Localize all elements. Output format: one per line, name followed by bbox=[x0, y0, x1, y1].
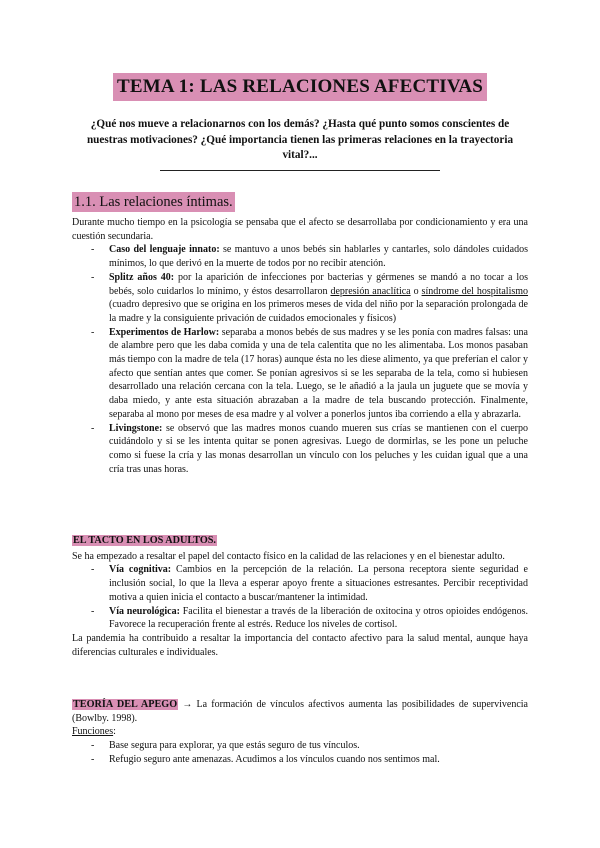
item-label: Livingstone: bbox=[109, 422, 163, 434]
section-teoria-apego bbox=[72, 698, 528, 767]
funciones-line bbox=[72, 725, 528, 739]
item-text: o bbox=[410, 285, 422, 297]
apego-paragraph bbox=[72, 698, 528, 725]
funciones-label: Funciones bbox=[72, 726, 114, 738]
title-container bbox=[0, 73, 600, 101]
funciones-list bbox=[72, 739, 528, 766]
list-item bbox=[72, 422, 528, 477]
item-label: Vía cognitiva: bbox=[109, 564, 172, 576]
item-text: Cambios en la percepción de la relación. La persona receptora siente seguridad e inclusión social, lo que la lleva a esperar apoyo frente a situaciones estresantes. Percibir receptividad motiva a quien inicia el contacto a buscar/mantener la intimidad. bbox=[109, 564, 528, 603]
funciones-colon: : bbox=[113, 726, 116, 738]
item-label: Caso del lenguaje innato: bbox=[109, 244, 220, 256]
list-item bbox=[72, 326, 528, 422]
section-tacto-adultos bbox=[72, 534, 528, 659]
term-depresion-anaclitica: depresión anaclítica bbox=[330, 285, 411, 297]
list-item: - Refugio seguro ante amenazas. Acudimos a los vínculos cuando nos sentimos mal. bbox=[72, 753, 528, 767]
item-label: Splitz años 40: bbox=[109, 271, 175, 283]
apego-text: → La formación de vínculos afectivos aumenta las posibilidades de supervivencia (Bowlby. 1998). bbox=[72, 699, 528, 724]
list-item: - Base segura para explorar, ya que estás seguro de tus vínculos. bbox=[72, 739, 528, 753]
intimas-intro: Durante mucho tiempo en la psicología se pensaba que el afecto se desarrollaba por condicionamiento y era una cuestión secundaria. bbox=[72, 217, 528, 242]
divider-line bbox=[160, 170, 440, 171]
item-text: se mantuvo a unos bebés sin hablarles y cantarles, solo dándoles cuidados mínimos, lo que derivó en la muerte de todos por no recibir atención. bbox=[109, 244, 529, 270]
item-text: Facilita el bienestar a través de la liberación de oxitocina y otros opioides endógenos. Favorece la recuperación frente al estrés. Reduce los niveles de cortisol. bbox=[109, 605, 528, 631]
section-heading-apego: TEORÍA DEL APEGO bbox=[73, 699, 178, 710]
intro-questions: ¿Qué nos mueve a relacionarnos con los demás? ¿Hasta qué punto somos conscientes de nuestras motivaciones? ¿Qué importancia tienen las primeras relaciones en la trayectoria vital?... bbox=[86, 118, 514, 161]
intimas-list bbox=[72, 243, 528, 476]
list-item bbox=[72, 563, 528, 604]
tacto-intro: Se ha empezado a resaltar el papel del contacto físico en la calidad de las relaciones y en el bienestar adulto. bbox=[72, 550, 505, 562]
list-item bbox=[72, 605, 528, 632]
item-text: separaba a monos bebés de sus madres y se les ponía con madres falsas: una de alambre pero que les daba comida y una de tela calentita que no les alimentaba. Los monos pasaban más tiempo con la madre de tela (17 horas) aunque ésta no les diese alimento, ya que preferían el calor y afecto que sentían antes que comer. Se ponían agresivos si se les separaba de la tela, como si hubiesen desarrollado una relación cercana con la tela. Luego, se le añadió a la jaula un juguete que se movía y daba miedo, y ante esta situación abrazaban a la madre de tela buscando protección. Finalmente, separaba al mono por meses de esa madre y al volver a ponerlos juntos iba corriendo a ella y abrazarla. bbox=[109, 326, 528, 420]
list-item bbox=[72, 271, 528, 326]
section-heading-intimas: 1.1. Las relaciones íntimas. bbox=[74, 194, 233, 210]
item-text: se observó que las madres monos cuando mueren sus crías se mantienen con el cuerpo cuidándolo y si se les intenta quitar se ponen agresivas. Luego de dormirlas, se les pone un peluche como si fuese la cría y las monas desarrollan un vínculo con los peluches y les cuidan igual que a una cría tras unas horas. bbox=[109, 422, 528, 475]
section-heading-tacto: EL TACTO EN LOS ADULTOS. bbox=[73, 535, 216, 546]
term-sindrome-hospitalismo: síndrome del hospitalismo bbox=[421, 285, 529, 297]
item-text: (cuadro depresivo que se origina en los primeros meses de vida del niño por la separación prolongada de la madre y la consiguiente privación de cuidados emocionales y físicos) bbox=[109, 299, 528, 324]
item-text: por la aparición de infecciones por bacterias y gérmenes se mandó a no tocar a los bebés, solo cuidarlos lo mínimo, y éstos desarrollaron bbox=[109, 271, 529, 297]
list-item bbox=[72, 243, 528, 270]
tacto-outro: La pandemia ha contribuido a resaltar la importancia del contacto afectivo para la salud mental, aunque haya diferencias culturales e individuales. bbox=[72, 632, 528, 658]
page-title: TEMA 1: LAS RELACIONES AFECTIVAS bbox=[113, 73, 487, 101]
item-label: Experimentos de Harlow: bbox=[109, 326, 220, 338]
item-label: Vía neurológica: bbox=[109, 605, 180, 617]
section-relaciones-intimas bbox=[72, 192, 528, 476]
tacto-list bbox=[72, 563, 528, 632]
